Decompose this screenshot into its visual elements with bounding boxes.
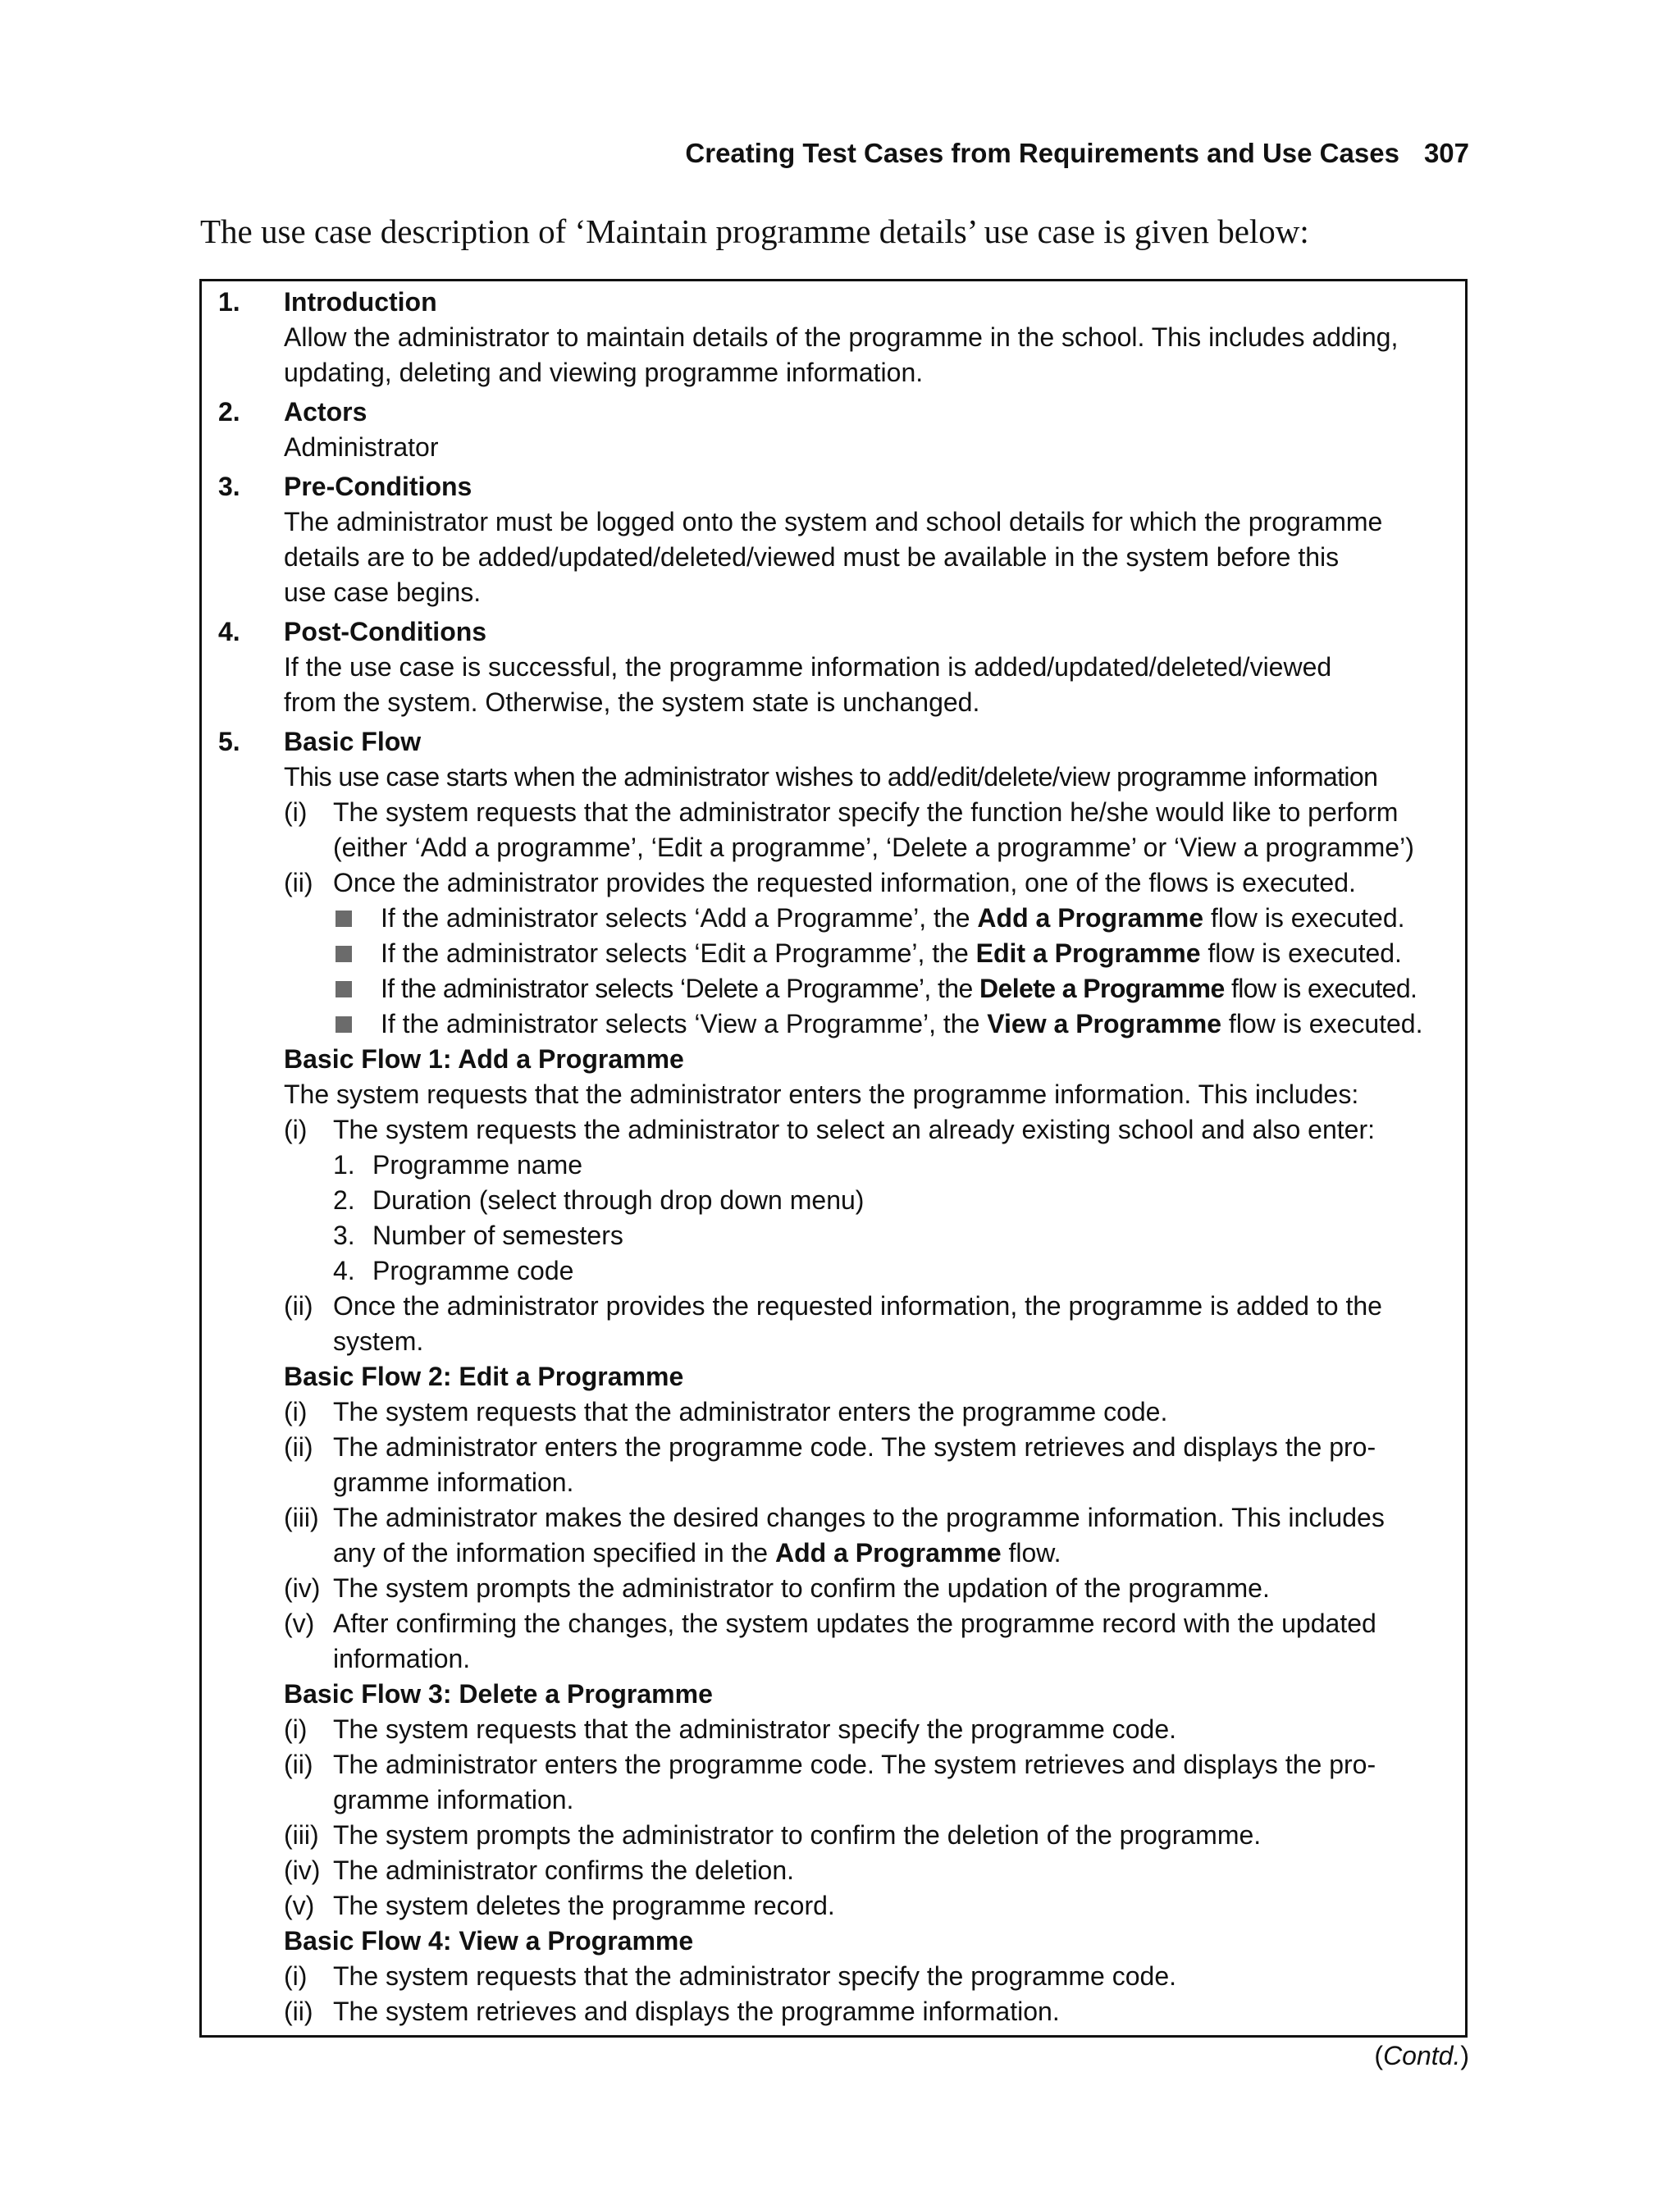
flow-name: Add a Programme xyxy=(977,903,1204,933)
text-line xyxy=(202,1324,1465,1359)
bullet-item xyxy=(202,901,1465,936)
text: Programme code xyxy=(372,1256,574,1285)
text-line xyxy=(202,355,1465,390)
list-item xyxy=(202,1712,1465,1747)
text: Number of semesters xyxy=(372,1221,623,1250)
text: If the administrator selects ‘Edit a Programme’, the xyxy=(381,938,976,968)
square-bullet-icon xyxy=(336,911,352,927)
text-line xyxy=(202,504,1465,540)
item-label: (v) xyxy=(284,1609,315,1638)
bullet-item xyxy=(202,936,1465,971)
item-label: (ii) xyxy=(284,1291,313,1321)
bullet-item xyxy=(202,1006,1465,1042)
numbered-item xyxy=(202,1253,1465,1289)
flow-name: Add a Programme xyxy=(774,1538,1002,1568)
list-item xyxy=(202,1500,1465,1536)
list-item xyxy=(202,1888,1465,1924)
text: The system retrieves and displays the programme information. xyxy=(333,1997,1060,2026)
intro-sentence: The use case description of ‘Maintain programme details’ use case is given below: xyxy=(200,212,1309,250)
list-item xyxy=(202,1747,1465,1782)
list-item xyxy=(202,1994,1465,2029)
item-label: (iv) xyxy=(284,1855,321,1885)
text-line xyxy=(202,540,1465,575)
section-number: 2. xyxy=(218,397,240,427)
text-line xyxy=(202,650,1465,685)
section-number: 5. xyxy=(218,727,240,756)
text-line xyxy=(202,1641,1465,1677)
text: flow is executed. xyxy=(1203,903,1405,933)
text: If the use case is successful, the programme information is added/updated/deleted/viewed xyxy=(284,652,1332,682)
item-label: (i) xyxy=(284,1397,308,1426)
text: flow is executed. xyxy=(1224,974,1418,1003)
text: ( xyxy=(1374,2041,1384,2070)
text-line xyxy=(202,320,1465,355)
list-item xyxy=(202,1606,1465,1641)
page-number: 307 xyxy=(1423,138,1469,168)
item-label: (i) xyxy=(284,1115,308,1144)
text: The system deletes the programme record. xyxy=(333,1891,835,1920)
item-label: (i) xyxy=(284,1714,308,1744)
section-number: 4. xyxy=(218,617,240,646)
text: ) xyxy=(1460,2041,1469,2070)
numbered-item xyxy=(202,1218,1465,1253)
use-case-content xyxy=(202,281,1465,2029)
text-line xyxy=(202,760,1465,795)
text: The system requests that the administrator specify the function he/she would like to perform xyxy=(333,797,1399,827)
text: The administrator enters the programme code. The system retrieves and displays the pro- xyxy=(333,1432,1376,1462)
text: The administrator must be logged onto the system and school details for which the programme xyxy=(284,507,1383,536)
item-label: (ii) xyxy=(284,1997,313,2026)
subsection-heading xyxy=(202,1677,1465,1712)
text: gramme information. xyxy=(333,1785,574,1814)
flow-name: Edit a Programme xyxy=(975,938,1201,968)
list-item xyxy=(202,1571,1465,1606)
section-heading: Introduction xyxy=(284,287,437,317)
section-heading: Actors xyxy=(284,397,368,427)
text: details are to be added/updated/deleted/viewed must be available in the system before this xyxy=(284,542,1340,572)
heading: Basic Flow 3: Delete a Programme xyxy=(284,1679,713,1709)
text: Programme name xyxy=(372,1150,583,1180)
item-number: 1. xyxy=(333,1150,355,1180)
text: The administrator makes the desired changes to the programme information. This includes xyxy=(333,1503,1385,1532)
item-label: (ii) xyxy=(284,868,313,897)
heading: Basic Flow 4: View a Programme xyxy=(284,1926,694,1956)
numbered-item xyxy=(202,1148,1465,1183)
text: updating, deleting and viewing programme information. xyxy=(284,358,924,387)
item-number: 4. xyxy=(333,1256,355,1285)
text-line xyxy=(202,430,1465,465)
section-postconditions-heading xyxy=(202,614,1465,650)
use-case-box xyxy=(199,279,1468,2038)
text: The administrator enters the programme code. The system retrieves and displays the pro- xyxy=(333,1750,1376,1779)
text: The system requests that the administrator enters the programme code. xyxy=(333,1397,1168,1426)
text-line xyxy=(202,575,1465,610)
list-item xyxy=(202,1394,1465,1430)
text: gramme information. xyxy=(333,1467,574,1497)
text: Allow the administrator to maintain details of the programme in the school. This includes adding, xyxy=(284,322,1399,352)
section-preconditions-heading xyxy=(202,469,1465,504)
text: The system prompts the administrator to confirm the updation of the programme. xyxy=(333,1573,1270,1603)
item-label: (ii) xyxy=(284,1432,313,1462)
item-label: (iv) xyxy=(284,1573,321,1603)
text: After confirming the changes, the system updates the programme record with the updated xyxy=(333,1609,1376,1638)
flow-name: Delete a Programme xyxy=(979,974,1225,1003)
list-item xyxy=(202,1112,1465,1148)
section-heading: Basic Flow xyxy=(284,727,422,756)
list-item xyxy=(202,1959,1465,1994)
flow-name: View a Programme xyxy=(987,1009,1222,1038)
text-line xyxy=(202,1077,1465,1112)
item-label: (v) xyxy=(284,1891,315,1920)
heading: Basic Flow 1: Add a Programme xyxy=(284,1044,684,1074)
text: This use case starts when the administrator wishes to add/edit/delete/view programme information xyxy=(284,762,1378,792)
numbered-item xyxy=(202,1183,1465,1218)
list-item xyxy=(202,865,1465,901)
text: Once the administrator provides the requested information, the programme is added to the xyxy=(333,1291,1382,1321)
text-line xyxy=(202,1536,1465,1571)
running-header-title: Creating Test Cases from Requirements and Use Cases xyxy=(685,138,1399,168)
text: flow is executed. xyxy=(1200,938,1402,968)
item-label: (ii) xyxy=(284,1750,313,1779)
text: If the administrator selects ‘Delete a Programme’, the xyxy=(381,974,979,1003)
running-header xyxy=(685,138,1469,169)
text: Contd. xyxy=(1383,2041,1461,2070)
text: The administrator confirms the deletion. xyxy=(333,1855,795,1885)
section-number: 3. xyxy=(218,472,240,501)
text: use case begins. xyxy=(284,577,482,607)
text-line xyxy=(202,1465,1465,1500)
square-bullet-icon xyxy=(336,1016,352,1033)
text: flow is executed. xyxy=(1221,1009,1423,1038)
item-label: (i) xyxy=(284,1961,308,1991)
section-introduction-heading xyxy=(202,285,1465,320)
list-item xyxy=(202,1818,1465,1853)
heading: Basic Flow 2: Edit a Programme xyxy=(284,1362,684,1391)
square-bullet-icon xyxy=(336,981,352,997)
text: The system requests that the administrator enters the programme information. This includes: xyxy=(284,1079,1359,1109)
item-label: (iii) xyxy=(284,1503,319,1532)
text: from the system. Otherwise, the system state is unchanged. xyxy=(284,687,980,717)
text: Duration (select through drop down menu) xyxy=(372,1185,865,1215)
section-number: 1. xyxy=(218,287,240,317)
item-number: 2. xyxy=(333,1185,355,1215)
text-line xyxy=(202,830,1465,865)
subsection-heading xyxy=(202,1924,1465,1959)
square-bullet-icon xyxy=(336,946,352,962)
text: The system requests that the administrator specify the programme code. xyxy=(333,1714,1177,1744)
text: Once the administrator provides the requested information, one of the flows is executed. xyxy=(333,868,1356,897)
item-number: 3. xyxy=(333,1221,355,1250)
text-line xyxy=(202,1782,1465,1818)
bullet-item xyxy=(202,971,1465,1006)
item-label: (iii) xyxy=(284,1820,319,1850)
item-label: (i) xyxy=(284,797,308,827)
text: Administrator xyxy=(284,432,439,462)
text: If the administrator selects ‘Add a Programme’, the xyxy=(381,903,978,933)
section-actors-heading xyxy=(202,395,1465,430)
text: The system prompts the administrator to confirm the deletion of the programme. xyxy=(333,1820,1262,1850)
text: system. xyxy=(333,1326,424,1356)
list-item xyxy=(202,1430,1465,1465)
list-item xyxy=(202,795,1465,830)
text: The system requests that the administrator specify the programme code. xyxy=(333,1961,1177,1991)
text-line xyxy=(202,685,1465,720)
text: If the administrator selects ‘View a Programme’, the xyxy=(381,1009,988,1038)
text: The system requests the administrator to select an already existing school and also enter: xyxy=(333,1115,1375,1144)
section-heading: Pre-Conditions xyxy=(284,472,472,501)
text: information. xyxy=(333,1644,471,1673)
section-heading: Post-Conditions xyxy=(284,617,487,646)
text: flow. xyxy=(1001,1538,1061,1568)
list-item xyxy=(202,1853,1465,1888)
subsection-heading xyxy=(202,1359,1465,1394)
continued-note xyxy=(1374,2041,1469,2071)
text: (either ‘Add a programme’, ‘Edit a programme’, ‘Delete a programme’ or ‘View a programme’) xyxy=(333,833,1414,862)
section-basic-flow-heading xyxy=(202,724,1465,760)
subsection-heading xyxy=(202,1042,1465,1077)
text: any of the information specified in the xyxy=(333,1538,775,1568)
list-item xyxy=(202,1289,1465,1324)
